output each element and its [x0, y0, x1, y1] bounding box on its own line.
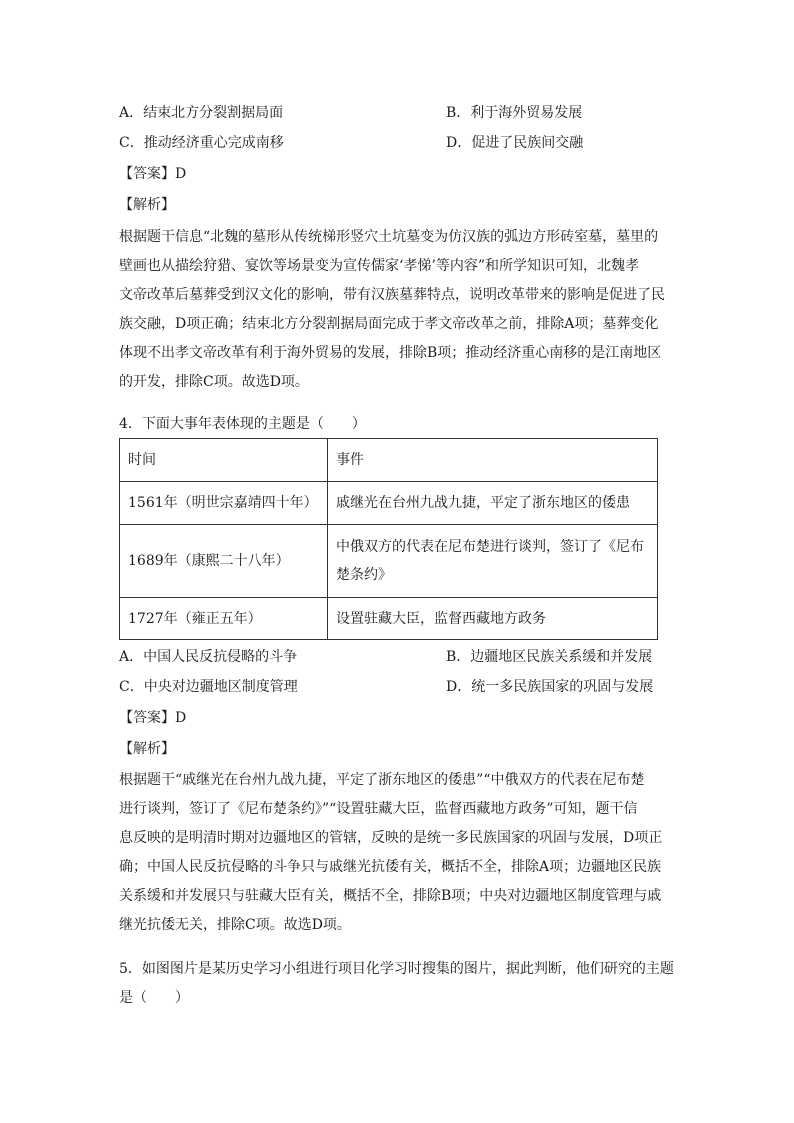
- table-cell-time: 1561年（明世宗嘉靖四十年）: [120, 482, 328, 525]
- q4-analysis-line: 确；中国人民反抗侵略的斗争只与戚继光抗倭有关，概括不全，排除A项；边疆地区民族: [119, 859, 662, 875]
- q3-option-d[interactable]: D．促进了民族间交融: [446, 135, 584, 151]
- table-cell-time: 1727年（雍正五年）: [120, 598, 328, 640]
- q4-analysis-line: 关系缓和并发展只与驻藏大臣有关，概括不全，排除B项；中央对边疆地区制度管理与戚: [119, 888, 662, 904]
- q4-option-a[interactable]: A．中国人民反抗侵略的斗争: [119, 649, 298, 665]
- q3-analysis-label: 【解析】: [119, 197, 175, 213]
- q3-answer: 【答案】D: [119, 166, 187, 182]
- q4-option-d[interactable]: D．统一多民族国家的巩固与发展: [446, 679, 654, 695]
- table-cell-event-line: 楚条约》: [336, 567, 392, 583]
- q5-stem-line: 5．如图图片是某历史学习小组进行项目化学习时搜集的图片，据此判断，他们研究的主题: [119, 961, 674, 977]
- table-row: [120, 525, 658, 598]
- table-row: [120, 482, 658, 525]
- q3-option-c[interactable]: C．推动经济重心完成南移: [119, 135, 284, 151]
- q4-analysis-line: 进行谈判，签订了《尼布楚条约》”“设置驻藏大臣，监督西藏地方政务”可知，题干信: [119, 801, 638, 817]
- q3-analysis: [119, 223, 671, 397]
- events-table: [119, 438, 658, 640]
- q4-stem: 4．下面大事年表体现的主题是（ ）: [119, 416, 366, 432]
- q3-analysis-line: 体现不出孝文帝改革有利于海外贸易的发展，排除B项；推动经济重心南移的是江南地区: [119, 345, 662, 361]
- table-cell-event-line: 中俄双方的代表在尼布楚进行谈判，签订了《尼布: [336, 539, 644, 555]
- q5-stem-line: 是（ ）: [119, 990, 189, 1006]
- table-cell-event: 设置驻藏大臣，监督西藏地方政务: [328, 598, 658, 640]
- q4-answer: 【答案】D: [119, 710, 187, 726]
- q3-analysis-line: 壁画也从描绘狩猎、宴饮等场景变为宣传儒家‘孝悌’等内容”和所学知识可知，北魏孝: [119, 258, 640, 274]
- q3-option-a[interactable]: A．结束北方分裂割据局面: [119, 105, 284, 121]
- q4-analysis-line: 继光抗倭无关，排除C项。故选D项。: [119, 917, 351, 933]
- q4-analysis-line: 根据题干“戚继光在台州九战九捷，平定了浙东地区的倭患”“中俄双方的代表在尼布楚: [119, 772, 645, 788]
- q3-analysis-line: 文帝改革后墓葬受到汉文化的影响，带有汉族墓葬特点，说明改革带来的影响是促进了民: [119, 287, 665, 303]
- q4-analysis-label: 【解析】: [119, 741, 175, 757]
- table-cell-event: 戚继光在台州九战九捷，平定了浙东地区的倭患: [328, 482, 658, 525]
- q5-stem: [119, 955, 674, 1013]
- table-cell-time: 1689年（康熙二十八年）: [120, 525, 328, 598]
- q4-analysis: [119, 766, 671, 940]
- q3-analysis-line: 根据题干信息“北魏的墓形从传统梯形竖穴土坑墓变为仿汉族的弧边方形砖室墓，墓里的: [119, 229, 659, 245]
- q4-option-c[interactable]: C．中央对边疆地区制度管理: [119, 679, 298, 695]
- table-cell-event: [328, 525, 658, 598]
- table-header-time: 时间: [120, 439, 328, 482]
- q3-analysis-line: 族交融，D项正确；结束北方分裂割据局面完成于孝文帝改革之前，排除A项；墓葬变化: [119, 316, 659, 332]
- q4-analysis-line: 息反映的是明清时期对边疆地区的管辖，反映的是统一多民族国家的巩固与发展，D项正: [119, 830, 663, 846]
- q3-option-b[interactable]: B．利于海外贸易发展: [446, 105, 583, 121]
- q3-analysis-line: 的开发，排除C项。故选D项。: [119, 374, 309, 390]
- table-header-event: 事件: [328, 439, 658, 482]
- q4-option-b[interactable]: B．边疆地区民族关系缓和并发展: [446, 649, 653, 665]
- table-row: [120, 598, 658, 640]
- table-header-row: [120, 439, 658, 482]
